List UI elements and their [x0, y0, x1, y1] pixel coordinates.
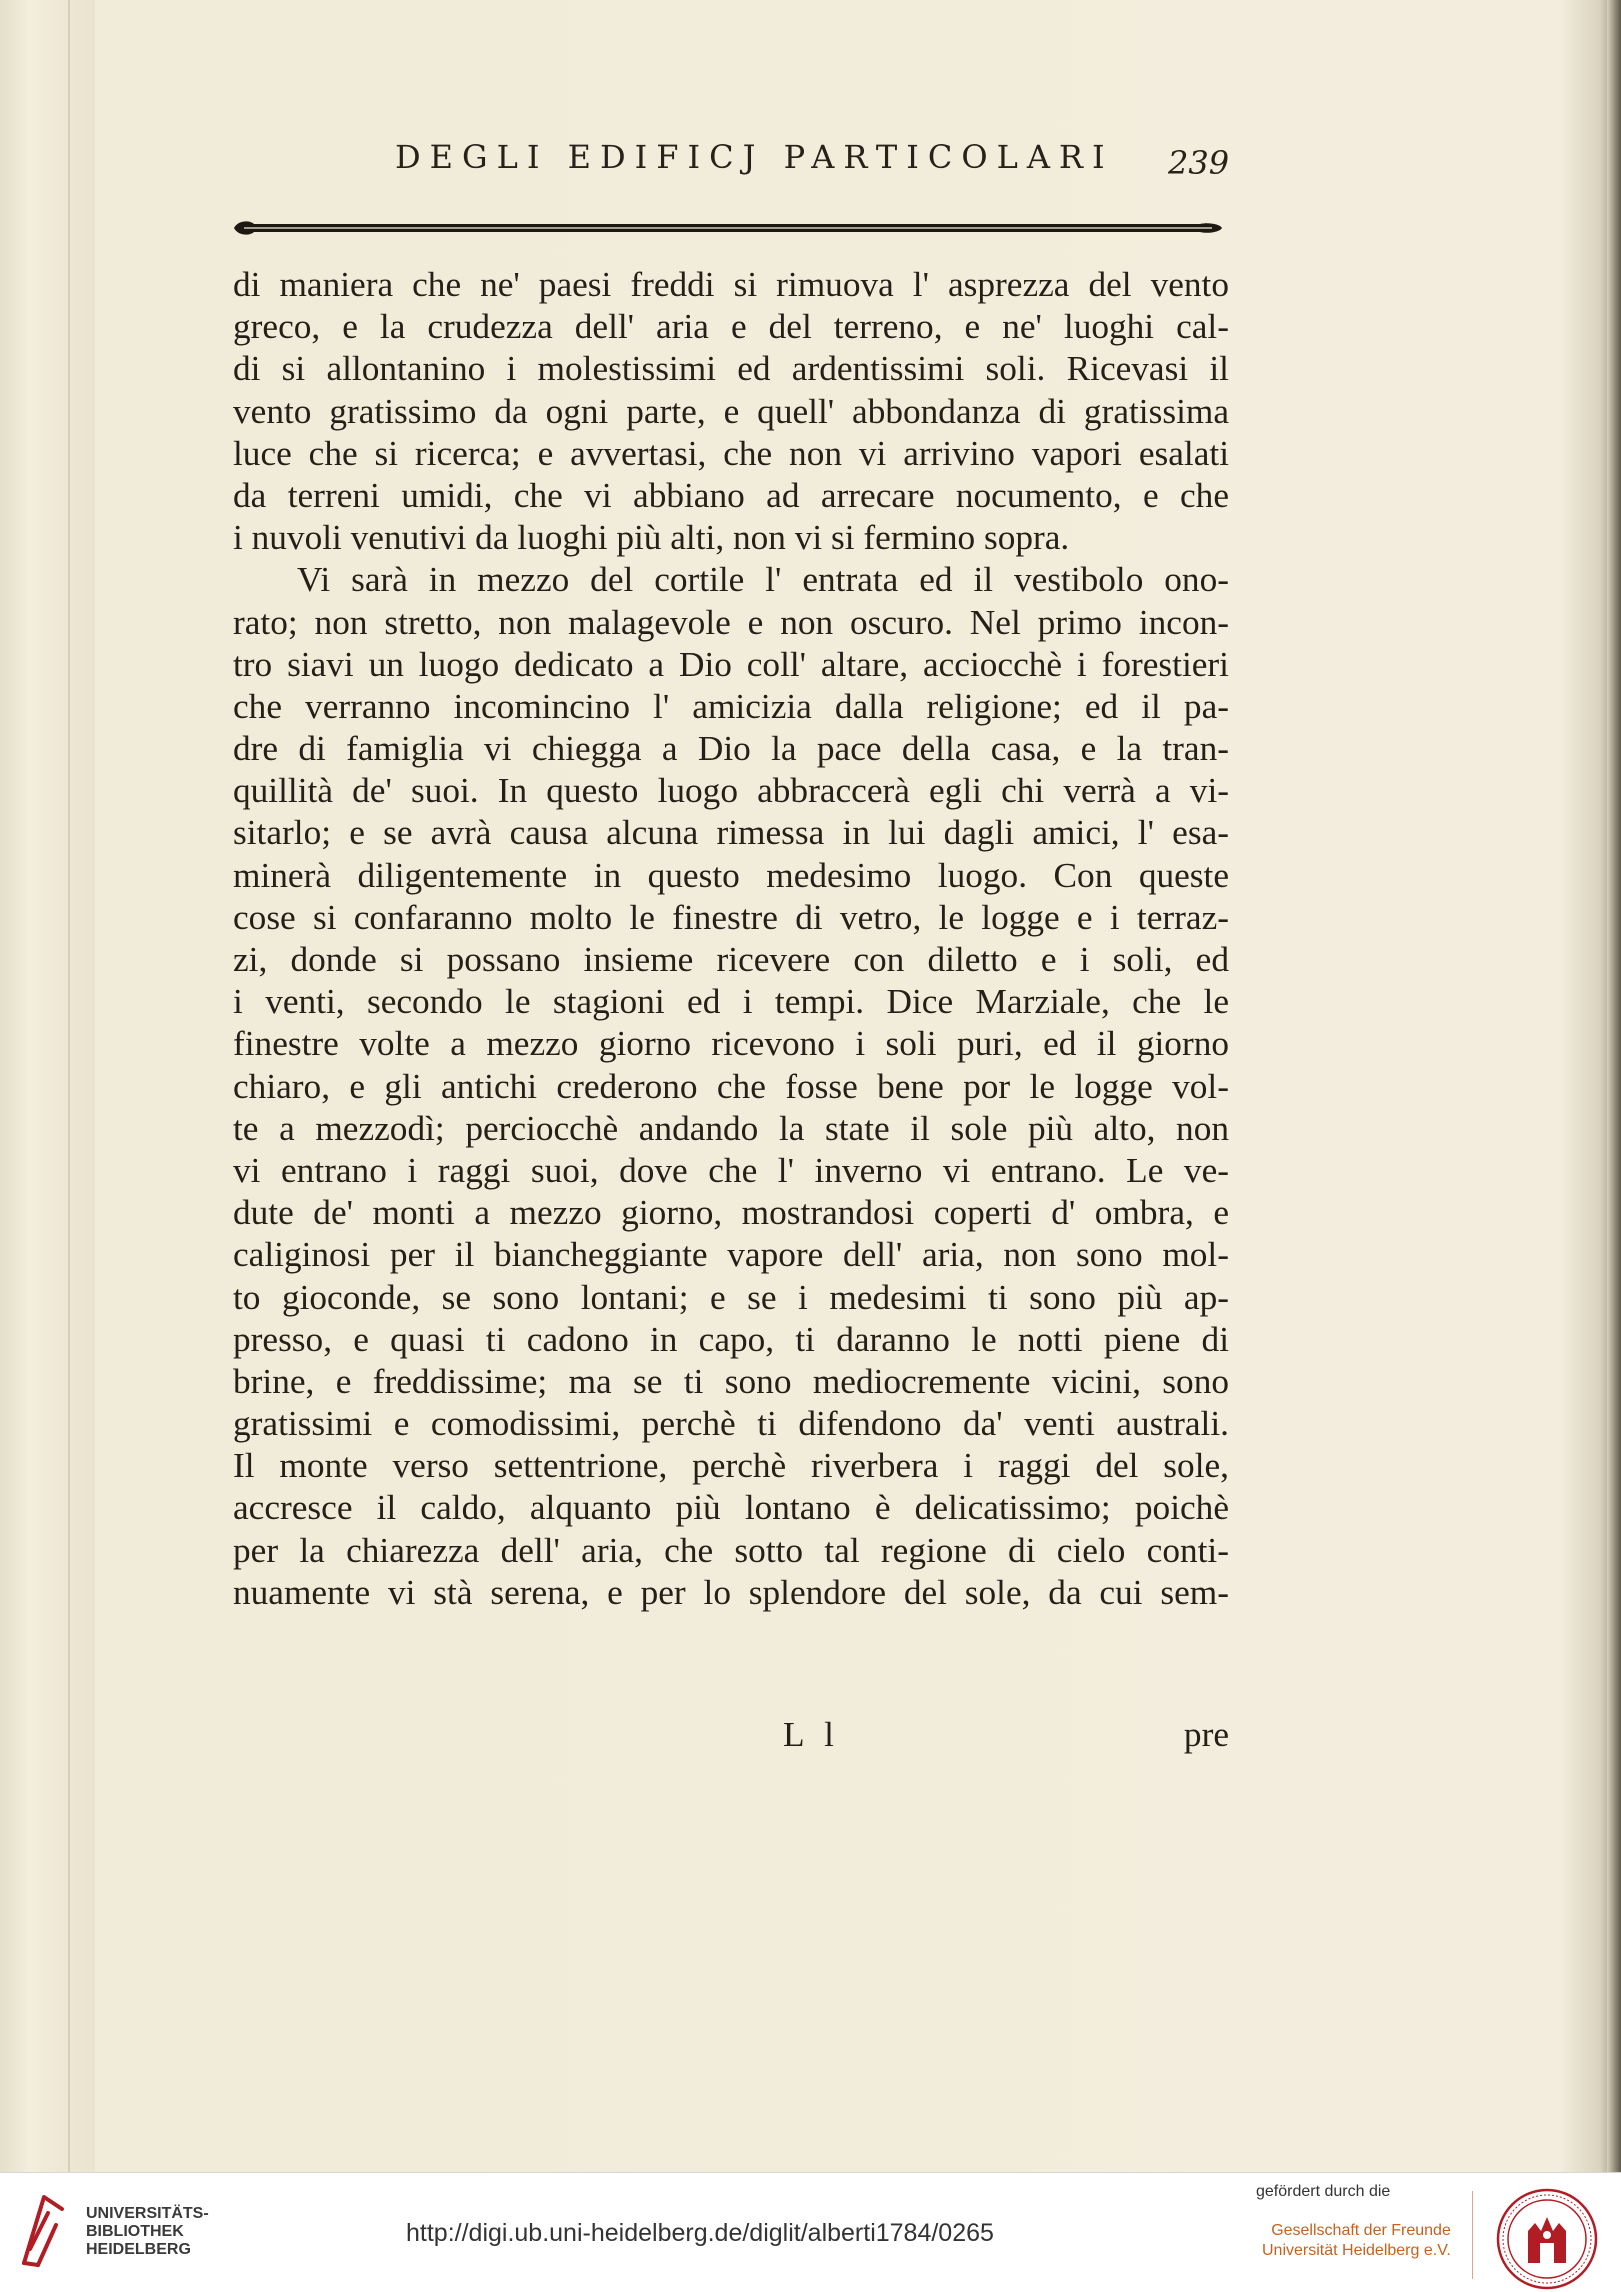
permalink-url[interactable]: http://digi.ub.uni-heidelberg.de/diglit/alberti1784/0265 — [406, 2219, 994, 2247]
viewer-footer — [0, 2172, 1621, 2292]
page-edge-shadow — [1607, 0, 1621, 2172]
head-rule-ornament — [228, 216, 1226, 240]
text-line: di maniera che ne' paesi freddi si rimuova l' asprezza del vento — [233, 265, 1229, 304]
text-line: minerà diligentemente in questo medesimo luogo. Con queste — [233, 855, 1229, 895]
text-line: per la chiarezza dell' aria, che sotto tal regione di cielo conti- — [233, 1530, 1229, 1570]
sponsor-label: gefördert durch die — [1256, 2183, 1391, 2200]
text-line: di si allontanino i molestissimi ed ardentissimi soli. Ricevasi il — [233, 349, 1229, 389]
text-line: dute de' monti a mezzo giorno, mostrandosi coperti d' ombra, e — [233, 1193, 1229, 1233]
text-line: cose si confaranno molto le finestre di vetro, le logge e i terraz- — [233, 897, 1229, 937]
text-line: tro siavi un luogo dedicato a Dio coll' altare, acciocchè i forestieri — [233, 644, 1229, 684]
page-gutter — [0, 0, 95, 2172]
text-line: dre di famiglia vi chiegga a Dio la pace della casa, e la tran- — [233, 729, 1229, 769]
text-line: greco, e la crudezza dell' aria e del terreno, e ne' luoghi cal- — [233, 307, 1229, 347]
text-line: i nuvoli venutivi da luoghi più alti, non vi si fermino sopra. — [233, 518, 1070, 558]
body-text — [233, 264, 1229, 1614]
signature-mark: L l — [783, 1715, 840, 1754]
text-line: to gioconde, se sono lontani; e se i medesimi ti sono più ap- — [233, 1277, 1229, 1317]
footer-divider — [1472, 2191, 1473, 2279]
text-line: da terreni umidi, che vi abbiano ad arrecare nocumento, e che — [233, 475, 1229, 515]
text-line: quillità de' suoi. In questo luogo abbraccerà egli chi verrà a vi- — [233, 771, 1229, 811]
sponsor-name[interactable]: Gesellschaft der Freunde Universität Heidelberg e.V. — [1262, 2222, 1451, 2259]
catchword: pre — [1183, 1715, 1229, 1754]
page-number: 239 — [1168, 144, 1230, 182]
text-line: che verranno incomincino l' amicizia dalla religione; ed il pa- — [233, 686, 1229, 726]
university-seal-icon[interactable] — [1488, 2187, 1606, 2291]
text-line: finestre volte a mezzo giorno ricevono i soli puri, ed il giorno — [233, 1024, 1229, 1064]
text-line: presso, e quasi ti cadono in capo, ti daranno le notti piene di — [233, 1319, 1229, 1359]
text-line: Il monte verso settentrione, perchè riverbera i raggi del sole, — [233, 1446, 1229, 1486]
library-name: UNIVERSITÄTS- BIBLIOTHEK HEIDELBERG — [86, 2205, 209, 2258]
library-logo-icon — [18, 2189, 68, 2271]
text-line: brine, e freddissime; ma se ti sono mediocremente vicini, sono — [233, 1361, 1229, 1401]
text-line: luce che si ricerca; e avvertasi, che non vi arrivino vapori esalati — [233, 433, 1229, 473]
text-line: zi, donde si possano insieme ricevere con diletto e i soli, ed — [233, 940, 1229, 979]
text-line: rato; non stretto, non malagevole e non oscuro. Nel primo incon- — [233, 602, 1229, 642]
text-line: i venti, secondo le stagioni ed i tempi. Dice Marziale, che le — [233, 982, 1229, 1022]
running-head: DEGLI EDIFICJ PARTICOLARI — [395, 138, 1114, 176]
gutter-line — [68, 0, 70, 2172]
text-line: chiaro, e gli antichi crederono che fosse bene por le logge vol- — [233, 1066, 1229, 1106]
text-line: nuamente vi stà serena, e per lo splendore del sole, da cui sem- — [233, 1572, 1229, 1612]
text-line: te a mezzodì; perciocchè andando la state il sole più alto, non — [233, 1108, 1229, 1148]
text-line: caliginosi per il biancheggiante vapore dell' aria, non sono mol- — [233, 1235, 1229, 1275]
text-line: sitarlo; e se avrà causa alcuna rimessa in lui dagli amici, l' esa- — [233, 813, 1229, 853]
text-line: vento gratissimo da ogni parte, e quell' abbondanza di gratissima — [233, 391, 1229, 431]
page-foot — [233, 1715, 1229, 1759]
text-line: accresce il caldo, alquanto più lontano è delicatissimo; poichè — [233, 1488, 1229, 1528]
text-line: vi entrano i raggi suoi, dove che l' inverno vi entrano. Le ve- — [233, 1150, 1229, 1190]
text-line: Vi sarà in mezzo del cortile l' entrata ed il vestibolo ono- — [297, 560, 1229, 600]
text-line: gratissimi e comodissimi, perchè ti difendono da' venti australi. — [233, 1404, 1229, 1444]
